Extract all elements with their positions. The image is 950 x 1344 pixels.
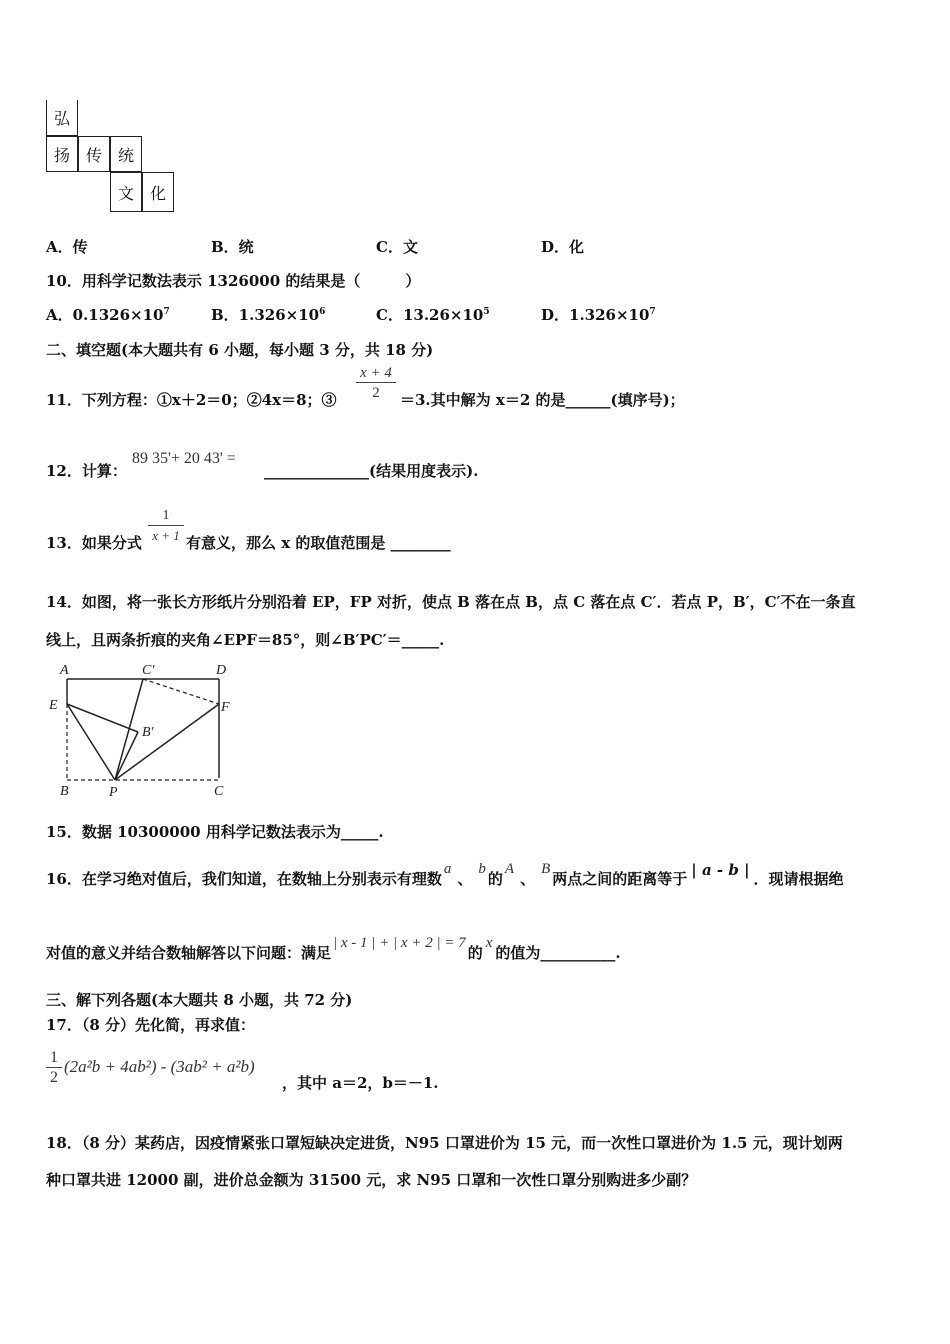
q12-expression: 89 35'+ 20 43' =: [132, 450, 236, 467]
fold-ep: [67, 704, 115, 780]
segment-eb-prime: [67, 704, 138, 732]
q13-prefix: 13．如果分式: [46, 534, 142, 552]
q12-suffix: ______________(结果用度表示).: [264, 462, 479, 480]
q16-line-2: 对值的意义并结合数轴解答以下问题：满足 | x - 1 | + | x + 2 | = 7 的 x 的值为__________.: [46, 935, 621, 962]
label-c-prime: C′: [142, 663, 155, 678]
net-cell: 弘: [46, 100, 78, 136]
q18-line-1: 18．（8 分）某药店，因疫情紧张口罩短缺决定进货，N95 口罩进价为 15 元，而一次性口罩进价为 1.5 元，现计划两: [46, 1134, 843, 1152]
section-2-heading: 二、填空题(本大题共有 6 小题，每小题 3 分，共 18 分): [46, 341, 434, 359]
q11-after: ＝3.其中解为 x＝2 的是______(填序号)；: [400, 391, 685, 409]
q13-suffix: 有意义，那么 x 的取值范围是 ________: [186, 534, 451, 552]
q9-option-b: B．统: [211, 238, 254, 256]
q9-option-c: C．文: [376, 238, 418, 256]
q17-condition: ，其中 a＝2，b＝－1.: [282, 1074, 439, 1092]
dashed-c-prime-f: [143, 679, 219, 704]
label-f: F: [221, 700, 230, 715]
net-cell: 文: [110, 172, 142, 212]
q10-option-d: D．$1.326\times 10^7$: [541, 306, 656, 324]
q17-fraction: $\frac{1}{2}$: [46, 1049, 62, 1088]
q13-fraction: $\frac{1}{x + 1}$: [148, 507, 184, 546]
q14-line-2: 线上，且两条折痕的夹角∠EPF＝85°，则∠B′PC′＝_____.: [46, 631, 445, 649]
fold-fp: [115, 704, 219, 780]
q11-fraction: $\frac{x + 4}{2}$: [356, 364, 396, 403]
label-c: C: [214, 784, 224, 799]
q9-option-d: D．化: [541, 238, 585, 256]
q10-option-c: C．$13.26\times 10^5$: [376, 306, 490, 324]
q15: 15．数据 10300000 用科学记数法表示为_____.: [46, 823, 384, 841]
q17-stem: 17．（8 分）先化简，再求值：: [46, 1016, 256, 1034]
q9-option-a: A．传: [46, 238, 88, 256]
folding-figure: [40, 658, 240, 804]
q10-option-a: A．$0.1326\times 10^7$: [46, 306, 170, 324]
q14-line-1: 14．如图，将一张长方形纸片分别沿着 EP，FP 对折，使点 B 落在点 B，点 C 落在点 C′．若点 P，B′，C′不在一条直: [46, 593, 856, 611]
label-d: D: [216, 663, 227, 678]
net-cell: 扬: [46, 136, 78, 172]
net-cell: 传: [78, 136, 110, 172]
q10-stem: 10．用科学记数法表示 1326000 的结果是（ ）: [46, 272, 421, 290]
q18-line-2: 种口罩共进 12000 副，进价总金额为 31500 元，求 N95 口罩和一次性口罩分别购进多少副？: [46, 1171, 697, 1189]
label-e: E: [49, 698, 58, 713]
q10-option-b: B．$1.326\times 10^6$: [211, 306, 326, 324]
label-p: P: [109, 785, 118, 800]
label-b: B: [60, 784, 69, 799]
q16-line-1: 16．在学习绝对值后，我们知道，在数轴上分别表示有理数 a 、 b 的 A 、 B 两点之间的距离等于 | a - b | ．现请根据绝: [46, 860, 844, 888]
label-b-prime: B′: [142, 725, 154, 740]
segment-c-prime-p: [115, 679, 143, 780]
q11-before: 11．下列方程：①x＋2＝0；②4x＝8；③: [46, 391, 337, 409]
net-cell: 统: [110, 136, 142, 172]
net-cell: 化: [142, 172, 174, 212]
q12-prefix: 12．计算：: [46, 462, 127, 480]
q17-expression: (2a²b + 4ab²) - (3ab² + a²b): [64, 1057, 255, 1076]
label-a: A: [60, 663, 69, 678]
section-3-heading: 三、解下列各题(本大题共 8 小题，共 72 分): [46, 991, 353, 1009]
